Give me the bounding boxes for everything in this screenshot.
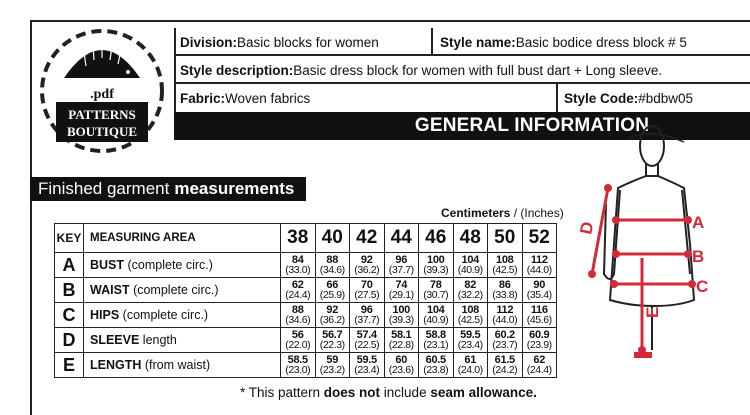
general-information-banner: GENERAL INFORMATION xyxy=(174,112,750,140)
table-header-row xyxy=(55,224,557,253)
measurement-cell: 59.5 (23.4) xyxy=(453,328,488,353)
label-b: B xyxy=(692,247,705,266)
row-key: A xyxy=(55,253,84,278)
style-description-value: Basic dress block for women with full bust dart + Long sleeve. xyxy=(293,62,663,78)
size-header: 48 xyxy=(453,224,488,253)
measurement-cell: 62 (24.4) xyxy=(522,353,557,378)
size-header: 38 xyxy=(281,224,316,253)
style-name-label: Style name: xyxy=(440,34,516,50)
measurement-cell: 62 (24.4) xyxy=(281,278,316,303)
measurement-cell: 59.5 (23.4) xyxy=(350,353,385,378)
measurement-cell: 92 (36.2) xyxy=(315,303,350,328)
logo-line1: PATTERNS xyxy=(68,107,136,122)
size-header: 42 xyxy=(350,224,385,253)
measurement-cell: 86 (33.8) xyxy=(488,278,523,303)
measurement-cell: 104 (40.9) xyxy=(419,303,454,328)
measurement-cell: 59 (23.2) xyxy=(315,353,350,378)
units-label: Centimeters / (Inches) xyxy=(441,206,564,220)
divider xyxy=(431,28,433,56)
measurement-cell: 96 (37.7) xyxy=(350,303,385,328)
measurement-cell: 58.1 (22.8) xyxy=(384,328,419,353)
measurement-cell: 58.8 (23.1) xyxy=(419,328,454,353)
measuring-area: BUST (complete circ.) xyxy=(84,253,281,278)
measurement-cell: 88 (34.6) xyxy=(281,303,316,328)
patterns-boutique-logo xyxy=(36,26,168,156)
row-key: E xyxy=(55,353,84,378)
fabric-field xyxy=(180,86,310,110)
label-d: D xyxy=(576,220,598,236)
label-e: E xyxy=(643,306,662,318)
measurements-table xyxy=(54,223,557,378)
divider xyxy=(556,84,558,112)
measurement-cell: 92 (36.2) xyxy=(350,253,385,278)
style-code-label: Style Code: xyxy=(564,90,639,106)
table-row xyxy=(55,253,557,278)
size-header: 44 xyxy=(384,224,419,253)
logo-line2: BOUTIQUE xyxy=(66,124,138,139)
measurement-cell: 84 (33.0) xyxy=(281,253,316,278)
measurement-cell: 88 (34.6) xyxy=(315,253,350,278)
fabric-value: Woven fabrics xyxy=(225,90,311,106)
measuring-area: WAIST (complete circ.) xyxy=(84,278,281,303)
measurement-cell: 61.5 (24.2) xyxy=(488,353,523,378)
label-c: C xyxy=(696,277,709,296)
svg-text:.pdf: .pdf xyxy=(90,87,114,102)
measurement-cell: 57.4 (22.5) xyxy=(350,328,385,353)
measurement-cell: 104 (40.9) xyxy=(453,253,488,278)
measurement-cell: 60.2 (23.7) xyxy=(488,328,523,353)
area-header: MEASURING AREA xyxy=(84,224,281,253)
measurement-cell: 56 (22.0) xyxy=(281,328,316,353)
table-row xyxy=(55,328,557,353)
measurement-cell: 90 (35.4) xyxy=(522,278,557,303)
seam-allowance-note: * This pattern does not include seam allowance. xyxy=(240,385,537,400)
measurement-cell: 82 (32.2) xyxy=(453,278,488,303)
fabric-label: Fabric: xyxy=(180,90,226,106)
division-field xyxy=(180,30,379,54)
measurement-cell: 108 (42.5) xyxy=(453,303,488,328)
measuring-area: LENGTH (from waist) xyxy=(84,353,281,378)
row-key: B xyxy=(55,278,84,303)
divider xyxy=(174,28,176,112)
measurement-cell: 112 (44.0) xyxy=(488,303,523,328)
style-code-field xyxy=(564,86,693,110)
table-row xyxy=(55,278,557,303)
measurement-cell: 74 (29.1) xyxy=(384,278,419,303)
measurement-cell: 116 (45.6) xyxy=(522,303,557,328)
size-header: 52 xyxy=(522,224,557,253)
measurement-cell: 70 (27.5) xyxy=(350,278,385,303)
measurement-cell: 58.5 (23.0) xyxy=(281,353,316,378)
division-label: Division: xyxy=(180,34,238,50)
measurement-cell: 100 (39.3) xyxy=(384,303,419,328)
measurement-cell: 56.7 (22.3) xyxy=(315,328,350,353)
measuring-area: SLEEVE length xyxy=(84,328,281,353)
style-description-label: Style description: xyxy=(180,62,294,78)
measurement-cell: 108 (42.5) xyxy=(488,253,523,278)
dress-form-illustration xyxy=(570,124,750,364)
style-name-value: Basic bodice dress block # 5 xyxy=(515,34,687,50)
style-name-field xyxy=(440,30,687,54)
size-header: 50 xyxy=(488,224,523,253)
label-a: A xyxy=(692,213,705,232)
measuring-area: HIPS (complete circ.) xyxy=(84,303,281,328)
table-row xyxy=(55,303,557,328)
measurement-cell: 100 (39.3) xyxy=(419,253,454,278)
style-description-field xyxy=(180,58,662,82)
measurement-cell: 112 (44.0) xyxy=(522,253,557,278)
size-header: 46 xyxy=(419,224,454,253)
measurement-cell: 60 (23.6) xyxy=(384,353,419,378)
measurement-cell: 96 (37.7) xyxy=(384,253,419,278)
section-title: Finished garment measurements xyxy=(30,177,306,201)
measurement-cell: 66 (25.9) xyxy=(315,278,350,303)
style-code-value: #bdbw05 xyxy=(638,90,694,106)
key-header: KEY xyxy=(55,224,84,253)
measurement-cell: 61 (24.0) xyxy=(453,353,488,378)
table-row xyxy=(55,353,557,378)
measurement-cell: 60.9 (23.9) xyxy=(522,328,557,353)
size-header: 40 xyxy=(315,224,350,253)
division-value: Basic blocks for women xyxy=(237,34,379,50)
row-key: C xyxy=(55,303,84,328)
measurement-cell: 60.5 (23.8) xyxy=(419,353,454,378)
row-key: D xyxy=(55,328,84,353)
measurement-cell: 78 (30.7) xyxy=(419,278,454,303)
